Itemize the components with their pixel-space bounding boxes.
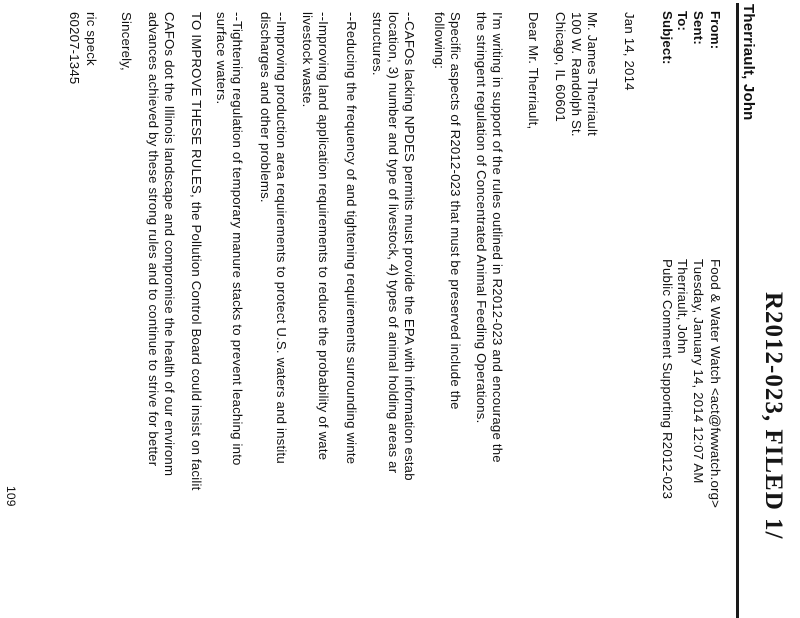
letter-date: Jan 14, 2014: [622, 12, 637, 91]
sent-value: Tuesday, January 14, 2014 12:07 AM: [691, 259, 706, 484]
paragraph-line: Specific aspects of R2012-023 that must be preserved include the: [448, 12, 463, 410]
bullet-line: --Reducing the frequency of and tightening requirements surrounding winte: [344, 12, 359, 465]
bullet-line: structures.: [370, 12, 385, 76]
from-label: From:: [708, 11, 723, 50]
paragraph-line: following:: [432, 12, 447, 69]
bullet-line: --Improving land application requirements to reduce the probability of wate: [316, 12, 331, 461]
paragraph-line: I'm writing in support of the rules outlined in R2012-023 and encourage the: [490, 12, 505, 463]
bullet-line: --Tightening regulation of temporary manure stacks to prevent leaching into: [230, 12, 245, 466]
page-number: 109: [4, 486, 18, 507]
to-value: Therriault, John: [675, 259, 690, 354]
subject-value: Public Comment Supporting R2012-023: [660, 259, 675, 500]
bullet-line: discharges and other problems.: [258, 12, 273, 203]
address-line: 100 W. Randolph St.: [569, 12, 584, 137]
header-sent-row: [691, 11, 706, 484]
subject-label: Subject:: [660, 11, 675, 65]
bullet-line: --Improving production area requirements to protect U.S. waters and institu: [274, 12, 289, 464]
caps-paragraph: TO IMPROVE THESE RULES, the Pollution Control Board could insist on facilit: [189, 12, 204, 491]
paragraph-line: the stringent regulation of Concentrated Animal Feeding Operations.: [474, 12, 489, 424]
bullet-line: --CAFOs lacking NPDES permits must provide the EPA with information estab: [402, 12, 417, 481]
header-rule: [736, 3, 739, 618]
header-from-row: [708, 11, 723, 509]
header-to-row: [675, 11, 690, 354]
sender-name: Therriault, John: [740, 4, 757, 121]
bullet-line: location, 3) number and type of livestock, 4) types of animal holding areas ar: [386, 12, 401, 474]
filing-stamp: R2012-023, FILED 1/: [760, 292, 787, 540]
paragraph-line: CAFOs dot the Illinois landscape and compromise the health of our environm: [162, 12, 177, 477]
header-subject-row: [660, 11, 675, 500]
bullet-line: livestock waste.: [300, 12, 315, 108]
signature-name: ric speck: [84, 12, 99, 66]
bullet-line: surface waters.: [214, 12, 229, 105]
paragraph-line: advances achieved by these strong rules and to continue to strive for better: [146, 12, 161, 467]
to-label: To:: [675, 11, 690, 32]
address-line: Mr. James Therriault: [585, 12, 600, 136]
from-value: Food & Water Watch <act@fwwatch.org>: [708, 259, 723, 509]
salutation: Dear Mr. Therriault,: [526, 12, 541, 130]
zip-code: 60207-1345: [67, 12, 82, 85]
sign-off: Sincerely,: [119, 12, 134, 71]
sent-label: Sent:: [691, 11, 706, 45]
address-line: Chicago, IL 60601: [553, 12, 568, 122]
